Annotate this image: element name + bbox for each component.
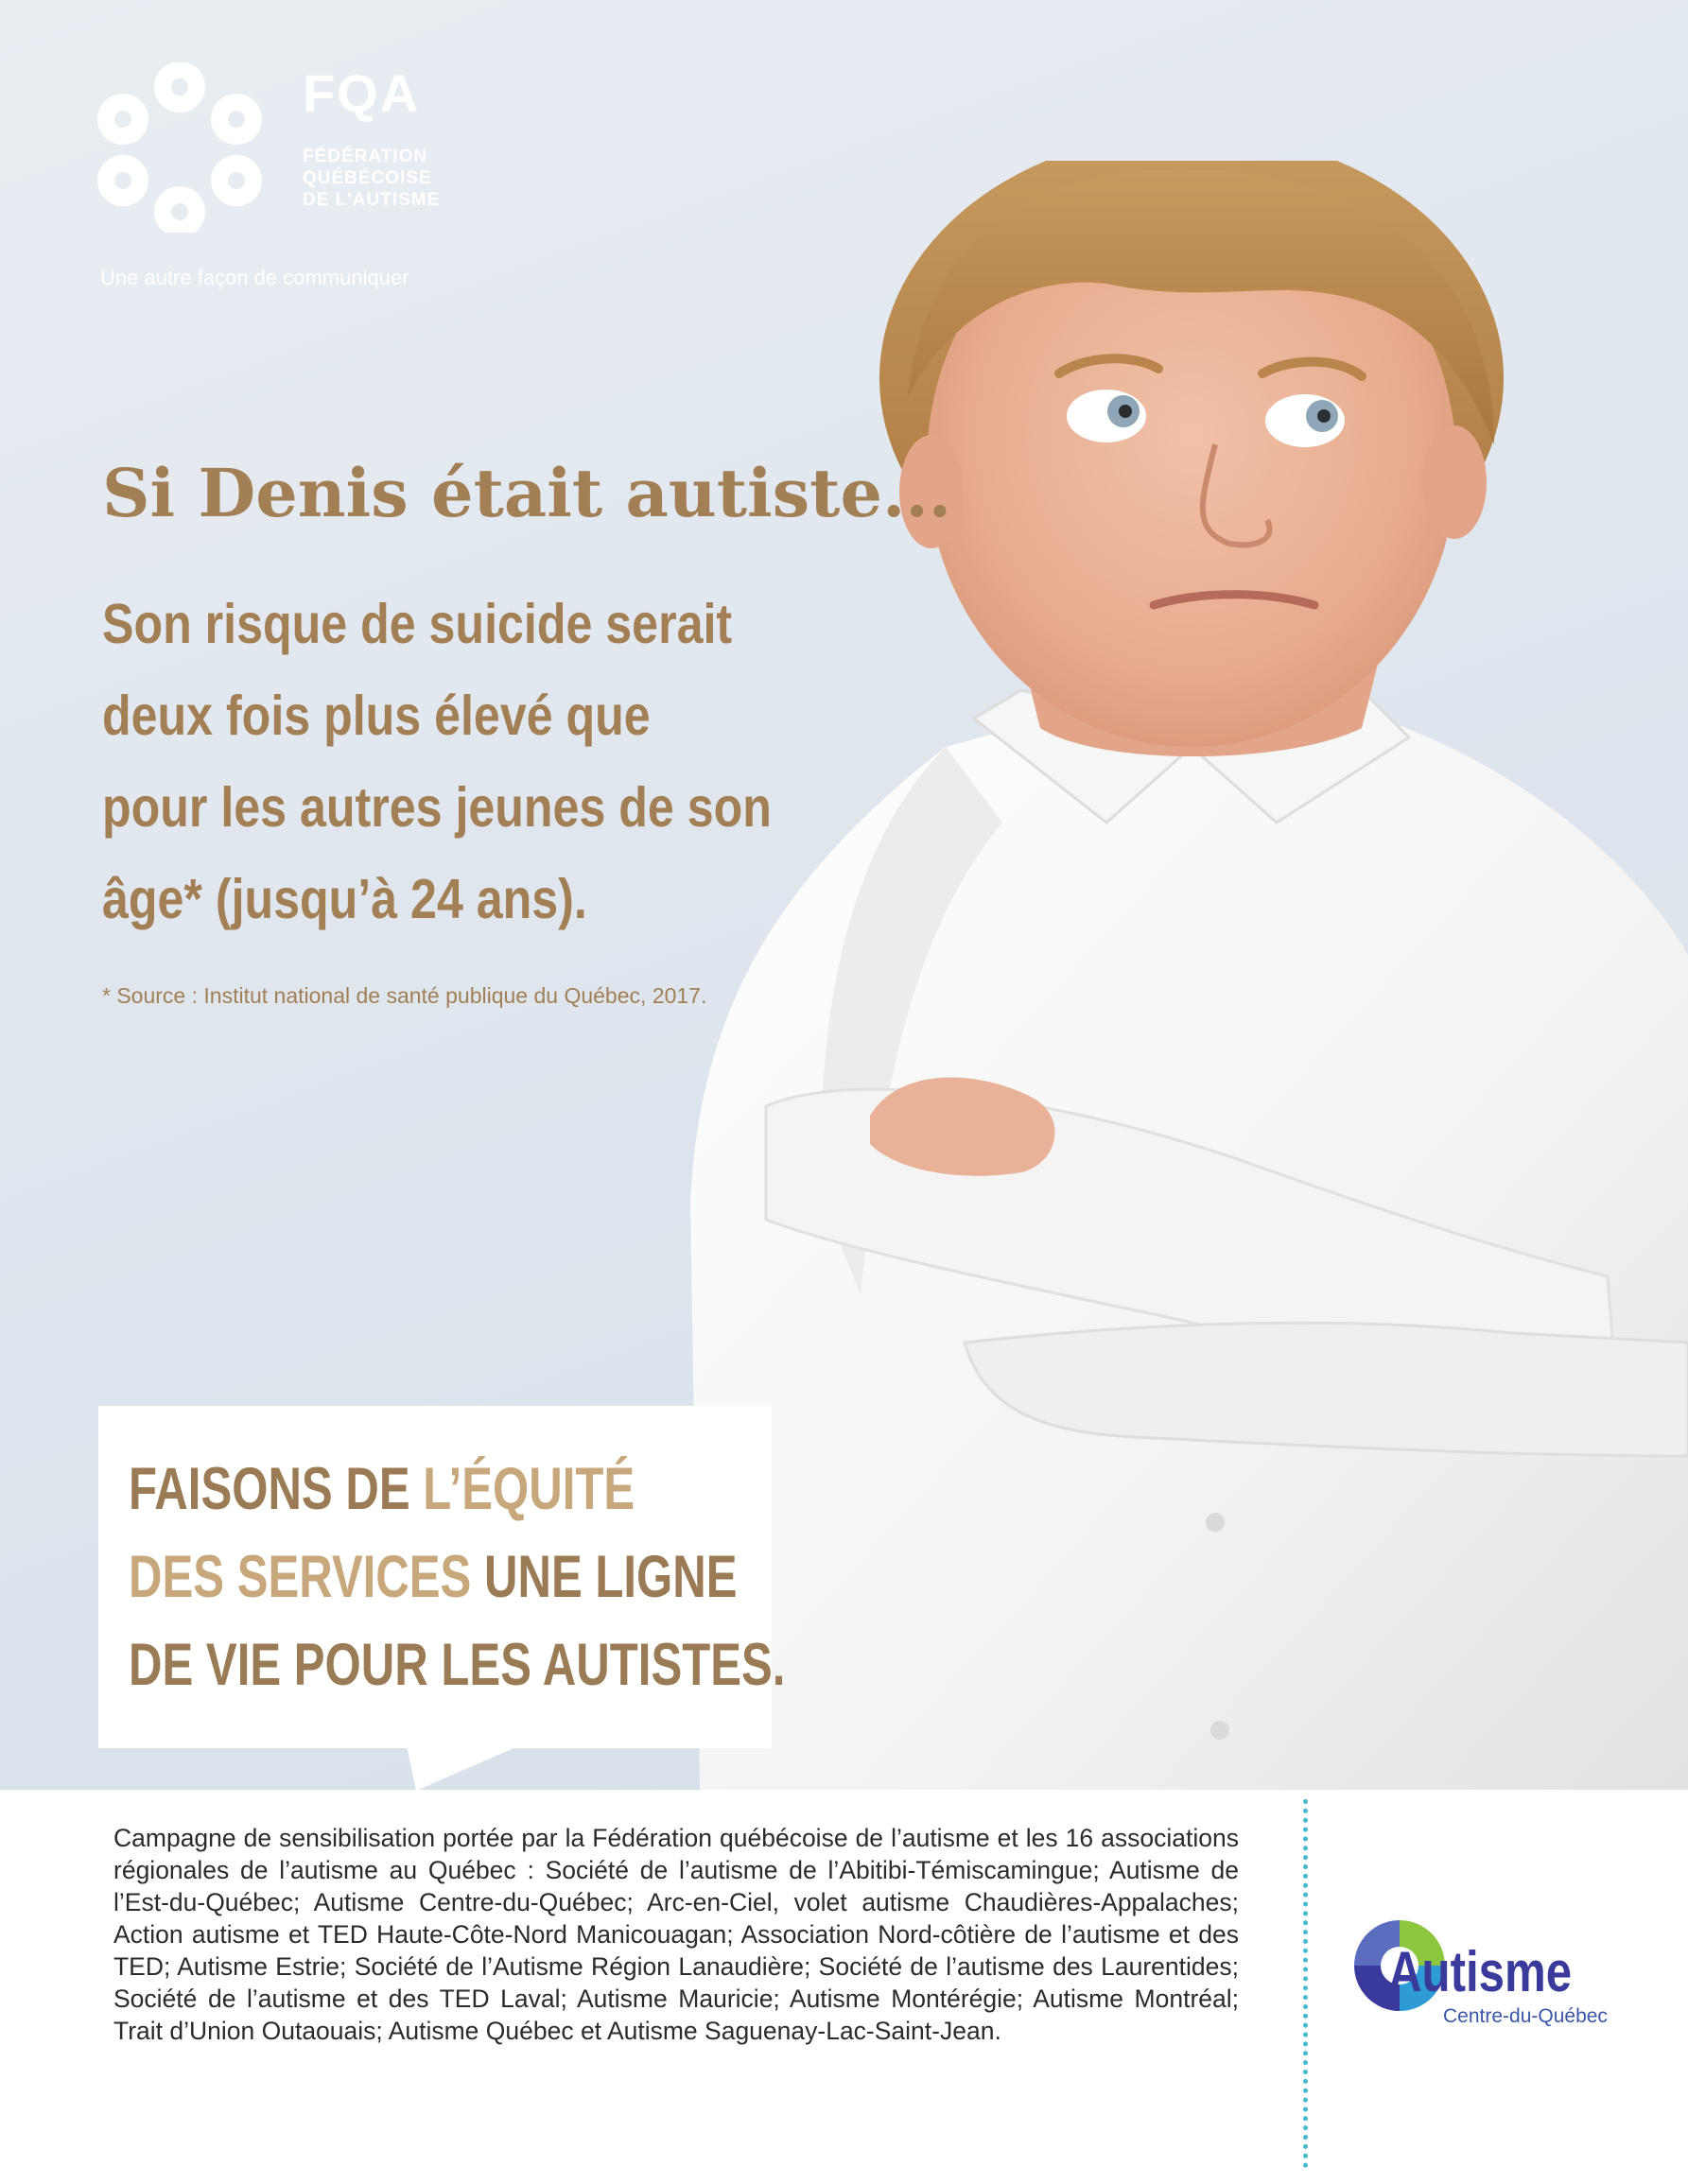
fqa-full-name: FÉDÉRATION QUÉBÉCOISE DE L'AUTISME bbox=[303, 147, 441, 210]
footer bbox=[0, 1790, 1688, 2184]
source-note: * Source : Institut national de santé publique du Québec, 2017. bbox=[102, 983, 707, 1008]
callout-tail bbox=[407, 1745, 520, 1791]
fqa-tagline: Une autre façon de communiquer bbox=[100, 266, 409, 289]
campaign-description: Campagne de sensibilisation portée par la Fédération québécoise de l’autisme et les 16 associations régionales de l’autisme au Québec : Société de l’autisme de l’Abitibi-Témiscamingue; Autisme de l’Est-du-Québec; Autisme Centre-du-Québec; Arc-en-Ciel, volet autisme Chaudières-Appalaches; Action autisme et TED Haute-Côte-Nord Manicouagan; Association Nord-côtière de l’autisme et des TED; Autisme Estrie; Société de l’Autisme Région Lanaudière; Société de l’autisme des Laurentides; Société de l’autisme et des TED Laval; Autisme Mauricie; Autisme Montérégie; Autisme Montréal; Trait d’Union Outaouais; Autisme Québec et Autisme Saguenay-Lac-Saint-Jean. bbox=[113, 1824, 1239, 2045]
autisme-region: Centre-du-Québec bbox=[1443, 2005, 1608, 2027]
dotted-divider bbox=[1303, 1799, 1308, 2168]
fqa-logo bbox=[95, 62, 473, 299]
autisme-word: Autisme bbox=[1388, 1940, 1573, 2003]
headline: Si Denis était autiste... bbox=[102, 454, 952, 532]
autisme-centre-du-quebec-logo bbox=[1352, 1918, 1617, 2032]
subheadline: Son risque de suicide serait deux fois plus élevé que pour les autres jeunes de son âge* (jusqu’à 24 ans). bbox=[102, 593, 772, 930]
callout-text: FAISONS DE L’ÉQUITÉ DES SERVICES UNE LIGNE DE VIE POUR LES AUTISTES. bbox=[129, 1456, 786, 1698]
fqa-emblem-icon bbox=[95, 62, 265, 233]
fqa-acronym: FQA bbox=[303, 63, 421, 123]
callout-box bbox=[98, 1406, 786, 1748]
